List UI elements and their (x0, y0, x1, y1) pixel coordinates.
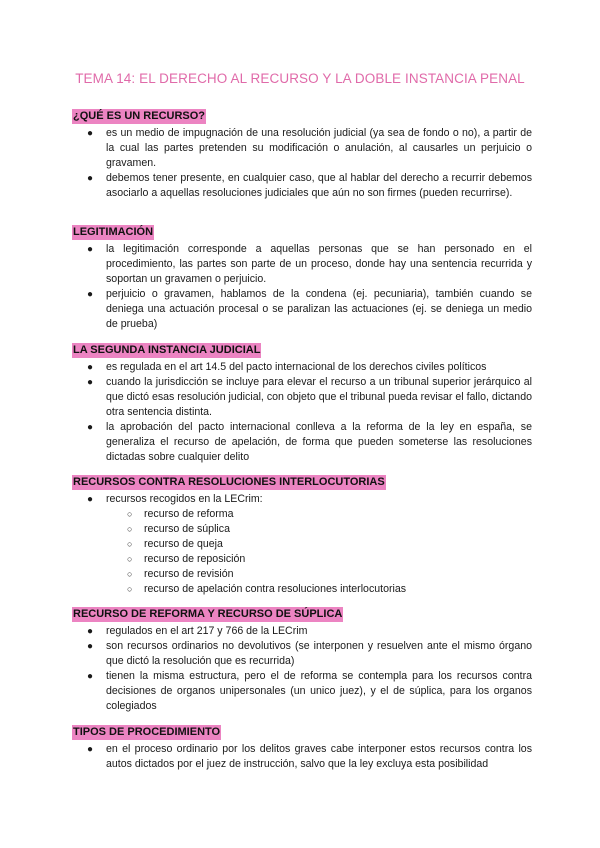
bullet-icon: ● (87, 377, 94, 388)
section-heading: ¿QUÉ ES UN RECURSO? (73, 110, 206, 122)
list-item: ● tienen la misma estructura, pero el de reforma se contempla para los recursos contra decisiones de organos unipersonales (un unico juez), y el de súplica, para los organos colegiados (87, 670, 532, 712)
bullet-list (72, 492, 532, 597)
section-heading: LA SEGUNDA INSTANCIA JUDICIAL (73, 344, 261, 356)
section-recursos-interlocutorias (72, 472, 532, 597)
list-item: ● es regulada en el art 14.5 del pacto internacional de los derechos civiles políticos (87, 361, 487, 373)
bullet-icon: ● (87, 173, 94, 184)
list-item: ● la legitimación corresponde a aquellas personas que se han personado en el procedimiento, las partes son parte de un proceso, donde hay una sentencia recurrida y soportan un gravamen o perjuicio. (87, 243, 532, 285)
bullet-list (72, 360, 532, 465)
bullet-icon: ● (87, 362, 94, 373)
sub-list-item: ○ recurso de revisión (127, 568, 234, 580)
sub-list-item: ○ recurso de reposición (127, 553, 246, 565)
circle-bullet-icon: ○ (127, 524, 133, 534)
section-heading: LEGITIMACIÓN (73, 226, 154, 238)
section-tipos-procedimiento (72, 722, 532, 772)
list-item: ● es un medio de impugnación de una resolución judicial (ya sea de fondo o no), a partir de la cual las partes pretenden su modificación o anulación, al causarles un perjuicio o gravamen. (87, 127, 532, 169)
bullet-list (72, 742, 532, 772)
list-item: ● en el proceso ordinario por los delitos graves cabe interponer estos recursos contra los autos dictados por el juez de instrucción, salvo que la ley excluya esta posibilidad (87, 743, 532, 770)
bullet-list (72, 624, 532, 714)
section-que-es-un-recurso (72, 106, 532, 201)
bullet-icon: ● (87, 422, 94, 433)
list-item: ● son recursos ordinarios no devolutivos (se interponen y resuelven ante el mismo órgano que dictó la resolución que es recurrida) (87, 640, 532, 667)
list-item: ● debemos tener presente, en cualquier caso, que al hablar del derecho a recurrir debemos asociarlo a aquellas resoluciones judiciales que aún no son firmes (pueden recurrirse). (87, 172, 532, 199)
list-item: ● la aprobación del pacto internacional conlleva a la reforma de la ley en españa, se generaliza el recurso de apelación, de forma que pueden someterse las resoluciones dictadas sobre cualquier delito (87, 421, 532, 463)
bullet-list (72, 242, 532, 332)
bullet-icon: ● (87, 289, 94, 300)
list-item: ● regulados en el art 217 y 766 de la LECrim (87, 625, 308, 637)
page-title: TEMA 14: EL DERECHO AL RECURSO Y LA DOBLE INSTANCIA PENAL (75, 71, 525, 86)
bullet-list (72, 126, 532, 201)
circle-bullet-icon: ○ (127, 569, 133, 579)
bullet-icon: ● (87, 244, 94, 255)
sub-list-item: ○ recurso de apelación contra resoluciones interlocutorias (127, 583, 407, 595)
list-item: ● recursos recogidos en la LECrim: ○ recurso de reforma ○ recurso de súplica ○ recurso de queja ○ recurso de reposición ○ recurso de revisión ○ recurso de apelación contra resoluciones interlocutorias (72, 492, 532, 597)
circle-bullet-icon: ○ (127, 509, 133, 519)
bullet-icon: ● (87, 626, 94, 637)
sub-list-item: ○ recurso de súplica (127, 523, 230, 535)
section-heading: TIPOS DE PROCEDIMIENTO (73, 726, 221, 738)
section-reforma-suplica (72, 604, 532, 714)
bullet-icon: ● (87, 641, 94, 652)
section-heading: RECURSOS CONTRA RESOLUCIONES INTERLOCUTORIAS (73, 476, 385, 488)
list-item: ● cuando la jurisdicción se incluye para elevar el recurso a un tribunal superior jerárquico al que dictó esas resolución judicial, con objeto que el tribunal pueda revisar el fallo, dictando otra sentencia distinta. (87, 376, 532, 418)
sub-list-item: ○ recurso de queja (127, 538, 223, 550)
sub-list-item: ○ recurso de reforma (127, 508, 234, 520)
section-heading: RECURSO DE REFORMA Y RECURSO DE SÚPLICA (73, 608, 343, 620)
circle-bullet-icon: ○ (127, 584, 133, 594)
list-item: ● perjuicio o gravamen, hablamos de la condena (ej. pecuniaria), también cuando se deniega una actuación procesal o se paralizan las actuaciones (ej. se deniega un medio de prueba) (87, 288, 532, 330)
bullet-icon: ● (87, 494, 94, 505)
bullet-icon: ● (87, 744, 94, 755)
section-legitimacion (72, 222, 532, 332)
circle-bullet-icon: ○ (127, 554, 133, 564)
circle-bullet-icon: ○ (127, 539, 133, 549)
sub-list (106, 507, 532, 597)
bullet-icon: ● (87, 128, 94, 139)
bullet-icon: ● (87, 671, 94, 682)
section-segunda-instancia (72, 340, 532, 465)
